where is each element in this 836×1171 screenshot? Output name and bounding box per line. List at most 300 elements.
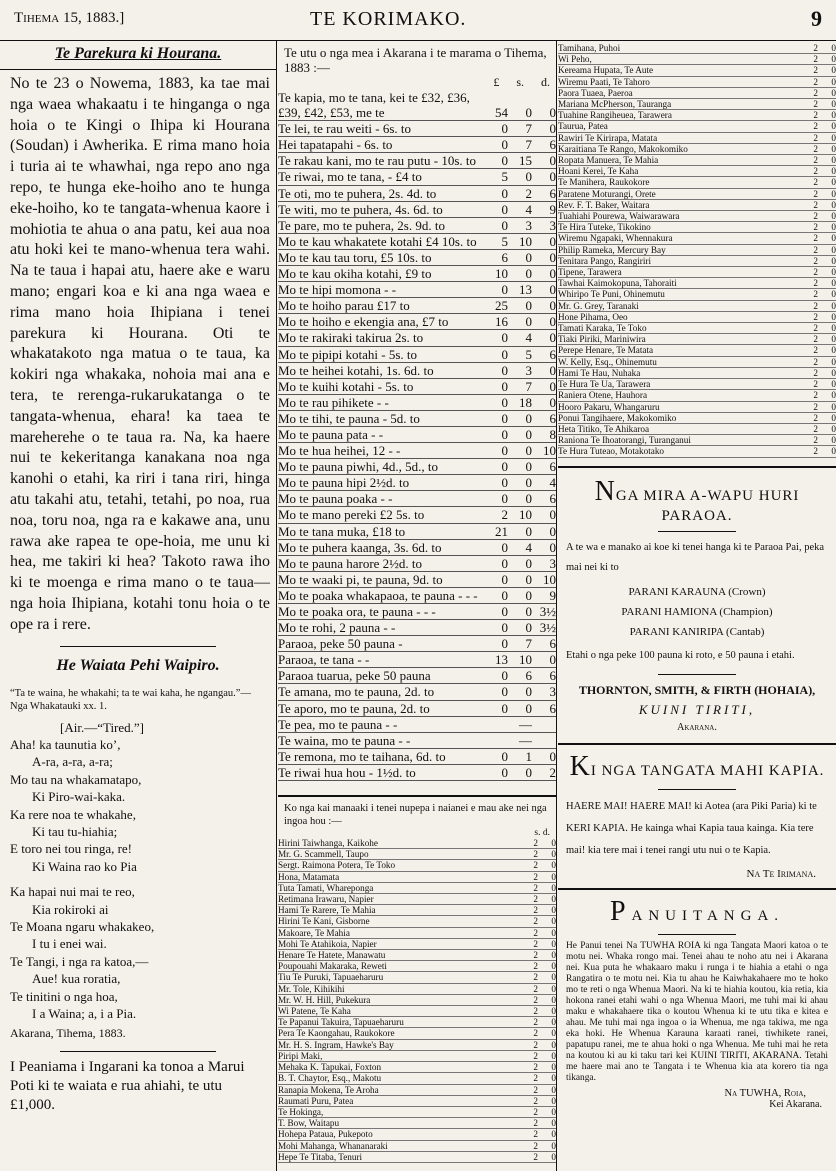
subscriber-name: Wi Peho,	[558, 54, 592, 65]
price-pence: 6	[549, 410, 556, 426]
article-title: Te Parekura ki Hourana.	[54, 45, 222, 62]
gum-advert-text: HAERE MAI! HAERE MAI! ki Aotea (ara Piki Paria) ki te KERI KAPIA. He kainga whai Kapia taua kainga. Kia tere mai! kia tere mai i tenei rangi utu nui o te Kapia.	[566, 800, 817, 856]
subscriber-shillings: 2	[533, 983, 538, 994]
subscriber-row	[558, 379, 836, 390]
price-row	[278, 266, 556, 282]
subscriber-pence: 0	[551, 1028, 556, 1039]
subscriber-row	[278, 1062, 556, 1073]
subscriber-row	[278, 860, 556, 871]
price-pounds: 0	[501, 764, 508, 780]
subscriber-name: Mehaka K. Tapukai, Foxton	[278, 1062, 382, 1073]
price-shillings: 13	[519, 282, 532, 298]
subscriber-name: Makoare, Te Mahia	[278, 927, 350, 938]
subscriber-row	[278, 1095, 556, 1106]
price-item: Mo te hua heihei, 12 - -	[278, 443, 401, 459]
price-shillings: 0	[525, 298, 532, 314]
price-shillings: 0	[525, 523, 532, 539]
price-pounds: 10	[495, 266, 508, 282]
price-pounds: 0	[501, 636, 508, 652]
notice-advert-title-text: ANUITANGA.	[631, 907, 785, 924]
price-pence: 0	[549, 394, 556, 410]
subscriber-pence: 0	[551, 894, 556, 905]
subscriber-shillings: 2	[813, 99, 818, 110]
price-shillings: 0	[525, 443, 532, 459]
poem-line: Te tinitini o nga hoa,	[10, 988, 118, 1004]
price-row	[278, 604, 556, 620]
subscriber-pence: 0	[831, 278, 836, 289]
subscriber-pence: 0	[831, 267, 836, 278]
subscriber-pence: 0	[551, 1017, 556, 1028]
price-shillings: 0	[525, 475, 532, 491]
poem-line: Ki tau tu-hiahia;	[32, 823, 118, 839]
price-row	[278, 169, 556, 185]
subscriber-name: Tuahiahi Pourewa, Waiwarawara	[558, 211, 680, 222]
drop-cap: K	[569, 750, 591, 782]
subscriber-shillings: 2	[533, 1140, 538, 1151]
subscriber-pence: 0	[831, 155, 836, 166]
subscriber-name: W. Kelly, Esq., Ohinemutu	[558, 356, 657, 367]
price-shillings: 0	[525, 587, 532, 603]
price-pence: 0	[549, 748, 556, 764]
price-row	[278, 330, 556, 346]
subscriber-name: Hami Te Rarere, Te Mahia	[278, 905, 376, 916]
subscriber-shillings: 2	[813, 267, 818, 278]
price-pence: 0	[549, 507, 556, 523]
brand-name: PARANI KARAUNA (Crown)	[628, 585, 766, 598]
subscriber-shillings: 2	[813, 121, 818, 132]
subscriber-name: T. Bow, Waitapu	[278, 1118, 340, 1129]
subscriber-shillings: 2	[533, 1050, 538, 1061]
subscriber-pence: 0	[551, 916, 556, 927]
subscriber-row	[558, 311, 836, 322]
price-row	[278, 571, 556, 587]
subscriber-row	[558, 132, 836, 143]
price-pounds: 0	[501, 443, 508, 459]
subscriber-shillings: 2	[533, 961, 538, 972]
subscriber-name: Mr. G. Scammell, Taupo	[278, 849, 369, 860]
subscriber-row	[558, 166, 836, 177]
subscriber-shillings: 2	[533, 849, 538, 860]
price-shillings: 3	[525, 217, 532, 233]
subscriber-shillings: 2	[813, 334, 818, 345]
price-pence: 6	[549, 346, 556, 362]
price-row	[278, 716, 556, 732]
price-item: Mo te kau whakatete kotahi £4 10s. to	[278, 233, 477, 249]
subscriber-row	[278, 1028, 556, 1039]
price-row	[278, 700, 556, 716]
price-pence: 0	[549, 169, 556, 185]
subscriber-shillings: 2	[813, 177, 818, 188]
divider	[558, 466, 836, 468]
subscriber-name: Wiremu Paati, Te Tahoro	[558, 76, 650, 87]
price-item: Mo te heihei kotahi, 1s. 6d. to	[278, 362, 434, 378]
price-row	[278, 491, 556, 507]
subscriber-name: Mohi Mahanga, Whananaraki	[278, 1140, 388, 1151]
subscriber-row	[558, 356, 836, 367]
subscriber-shillings: 2	[533, 871, 538, 882]
subscriber-name: Piripi Maki,	[278, 1050, 323, 1061]
subscriber-shillings: 2	[813, 143, 818, 154]
subscriber-row	[558, 267, 836, 278]
price-pence: 6	[549, 636, 556, 652]
price-row	[278, 346, 556, 362]
subscriber-pence: 0	[551, 849, 556, 860]
price-item: Mo te kau okiha kotahi, £9 to	[278, 266, 432, 282]
price-pounds	[482, 732, 508, 748]
price-shillings: 10	[519, 507, 532, 523]
subscriber-pence: 0	[551, 905, 556, 916]
column-right	[558, 41, 836, 1171]
poem-line: Te Moana ngaru whakakeo,	[10, 918, 155, 934]
page-header	[0, 0, 836, 41]
subscriber-name: Tipene, Tarawera	[558, 267, 622, 278]
price-pence: 6	[549, 668, 556, 684]
subscriber-shillings: 2	[533, 838, 538, 849]
subscriber-pence: 0	[831, 54, 836, 65]
price-row	[278, 378, 556, 394]
issue-date: Tihema 15, 1883.]	[14, 10, 125, 26]
price-pounds: 2	[501, 507, 508, 523]
subscriber-name: Hone Pihama, Oeo	[558, 311, 628, 322]
subscriber-row	[278, 1129, 556, 1140]
subscriber-name: Wiremu Ngapaki, Whennakura	[558, 233, 673, 244]
subscriber-name: Pera Te Kaongahau, Raukokore	[278, 1028, 395, 1039]
pound-head: £	[493, 75, 500, 89]
price-item: Mo te pauna pata - -	[278, 426, 384, 442]
subscriber-pence: 0	[831, 233, 836, 244]
divider	[658, 789, 736, 790]
subscriber-pence: 0	[831, 289, 836, 300]
price-item: Te riwai, mo te tana, - £4 to	[278, 169, 422, 185]
price-row	[278, 443, 556, 459]
subscriber-row	[278, 983, 556, 994]
price-pence: 2	[549, 764, 556, 780]
price-item: Mo te mano pereki £2 5s. to	[278, 507, 425, 523]
subscriber-row	[278, 905, 556, 916]
subscriber-row	[558, 177, 836, 188]
price-intro-text: Te utu o nga mea i Akarana i te marama o Tihema, 1883 :—	[284, 45, 547, 75]
price-pounds: 0	[501, 153, 508, 169]
subscriber-shillings: 2	[813, 43, 818, 53]
price-pounds: 0	[501, 539, 508, 555]
subscriber-pence: 0	[551, 938, 556, 949]
subscriber-row	[558, 446, 836, 457]
subscriber-shillings: 2	[813, 65, 818, 76]
subscriber-row	[558, 43, 836, 54]
price-shillings: 10	[519, 233, 532, 249]
column-middle	[278, 41, 557, 1171]
subscriber-row	[278, 1050, 556, 1061]
price-item: Mo te puhera kaanga, 3s. 6d. to	[278, 539, 442, 555]
poem-line: Aha! ka taunutia ko’,	[10, 736, 121, 752]
poem-line: Mo tau na whakamatapo,	[10, 771, 142, 787]
article-body: No te 23 o Nowema, 1883, ka tae mai nga waea whakaatu i te hinganga o nga hoia o te Kingi o Ihipa ki Hourana (Soudan) i Awherika. E rima mano hoia i turia ai te whawhai, nga repo ano nga repo, te hunga eke-hoiho ano te hunga eke-hoiho, ko te tangata-whenua kaore i mohiotia te ahua o ana patu, kei aua noa atu hoki kei te mano-whenua tera wahi. Na te taua i hapai atu, haere ake e waru mano; engari koa e ki ana nga waea e rima mano hoia Ihipiana i tenei parekura ki Hourana. Oti te whakatakoto nga matua o te taua, ka kokiri nga whakaka, nohoia mai ana e tera, te rerenga-rukarukatanga o te tangata-whenua, ehara! ka taea te mareherehe o te taua ra. Na, ka haere nui te kekeritanga kanakana noa nga kanohi o etahi, ka riri i tana riri, hinga atu takahi atu, tetahi, tetahi, po noa, rua noa, toru noa, nga ra e kakawe ana, unu rawa ake rapea te ope-hoia, me unu ki hea, me takiri ki hea? Takoto rawa iho ki te moenga e rima mano o te taua—nga hoia Ihipiana, kotahi tonu hoia o te ope ra i rere.	[10, 75, 270, 633]
subscriber-row	[558, 155, 836, 166]
price-pence: 6	[549, 491, 556, 507]
subscriber-name: Mr. Tole, Kihikihi	[278, 983, 345, 994]
price-shillings: —	[519, 732, 532, 748]
subscriber-pence: 0	[831, 177, 836, 188]
price-row	[278, 137, 556, 153]
subscriber-shillings: 2	[533, 894, 538, 905]
subscriber-pence: 0	[551, 1140, 556, 1151]
subscriber-pence: 0	[831, 99, 836, 110]
price-shillings: 0	[525, 555, 532, 571]
notice-text: I Peaniama i Ingarani ka tonoa a Marui Poti ki te waiata e rua ahiahi, te utu £1,000.	[10, 1059, 245, 1114]
poem-line: Aue! kua roratia,	[32, 971, 121, 987]
subscriber-name: Taurua, Patea	[558, 121, 608, 132]
subscriber-shillings: 2	[533, 1118, 538, 1129]
subscriber-pence: 0	[551, 860, 556, 871]
price-shillings: 0	[525, 426, 532, 442]
price-shillings: 6	[525, 668, 532, 684]
price-pence: 9	[549, 201, 556, 217]
subscriber-pence: 0	[831, 390, 836, 401]
price-shillings: 4	[525, 539, 532, 555]
price-pounds: 0	[501, 620, 508, 636]
price-pounds: 21	[495, 523, 508, 539]
subscriber-shillings: 2	[813, 132, 818, 143]
subscriber-name: Paora Tuaea, Paeroa	[558, 87, 633, 98]
price-shillings: —	[519, 716, 532, 732]
price-pounds: 0	[501, 137, 508, 153]
price-item: Te lei, te rau weiti - 6s. to	[278, 121, 412, 137]
price-row	[278, 314, 556, 330]
subscriber-shillings: 2	[813, 199, 818, 210]
poem-line: A-ra, a-ra, a-ra;	[32, 754, 113, 770]
subscriber-name: Tawhai Kaimokopuna, Tahoraiti	[558, 278, 677, 289]
subscriber-row	[558, 390, 836, 401]
subscriber-row	[278, 838, 556, 849]
subscriber-shillings: 2	[813, 289, 818, 300]
price-pence: 6	[549, 185, 556, 201]
price-shillings: 0	[525, 410, 532, 426]
subscriber-name: Ranapia Mokena, Te Aroha	[278, 1084, 379, 1095]
subscriber-shillings: 2	[813, 155, 818, 166]
price-shillings: 3	[525, 362, 532, 378]
price-pence: 10	[543, 571, 556, 587]
subs-head: s. d.	[534, 828, 550, 839]
subscriber-pence: 0	[551, 972, 556, 983]
subscriber-name: Henare Te Hatete, Manawatu	[278, 950, 386, 961]
poem-line: Te Tangi, i nga ra katoa,—	[10, 953, 149, 969]
poem-line: Ka hapai nui mai te reo,	[10, 884, 135, 900]
price-row	[278, 636, 556, 652]
price-pounds: 0	[501, 604, 508, 619]
poem-line: Kia rokiroki ai	[32, 901, 109, 917]
subscriber-pence: 0	[831, 356, 836, 367]
price-pounds: 54	[495, 105, 508, 121]
subs-intro: Ko nga kai manaaki i tenei nupepa i naianei e mau ake nei nga ingoa hou :—	[284, 803, 547, 827]
subscriber-row	[558, 54, 836, 65]
price-row	[278, 426, 556, 442]
subscriber-shillings: 2	[533, 905, 538, 916]
price-pounds: 6	[501, 249, 508, 265]
price-item: Mo te pauna poaka - -	[278, 491, 393, 507]
newspaper-title: TE KORIMAKO.	[310, 8, 467, 30]
subscriber-row	[278, 950, 556, 961]
drop-cap: P	[609, 895, 632, 927]
price-shillings: 15	[519, 153, 532, 169]
subscriber-row	[278, 994, 556, 1005]
subscriber-pence: 0	[831, 446, 836, 457]
price-shillings: 1	[525, 748, 532, 764]
subscriber-row	[278, 882, 556, 893]
notice-advert-text: He Panui tenei Na TUWHA ROIA ki nga Tangata Maori katoa o te motu nei. Whaka rongo mai. Tenei ahau te noho atu nei i Akarana nei. Kua puta he whakaaro maku i runga i te hiahia a etahi o nga Rangatira o te motu nei. Kia tu ahau he Kaiwhakahaere mo te hoko mo te reti o nga Whenua Maori. Na ki te hiahia koutou, kia retia, kia hokona ranei etahi wahi o nga Whenua Maori, me tuhi mai ki ahau maku e whakahaere tika o koutou Whenua ki te utu tika e kitea e ahau. Me tuhi mai nga ingoa o ia Whenua, me nga takiwa, me nga eka hoki. He Whenua Karauna karaati ranei, tiwhikete ranei, papatupu ranei, me te ahua hoki o nga Whenua. Me tuhi mai he reta na koutou ki au ki taku tari kei KUINI TIRITI, AKARANA. Tetahi me haere mai ano te Tangata i te Whenua kia ata korero tia nga tikanga.	[566, 940, 828, 1083]
price-row	[278, 475, 556, 491]
price-shillings: 0	[525, 491, 532, 507]
subscriber-name: Ropata Manuera, Te Mahia	[558, 155, 659, 166]
subscriber-row	[278, 894, 556, 905]
price-item: Mo te hoiho e ekengia ana, £7 to	[278, 314, 449, 330]
subscriber-shillings: 2	[813, 233, 818, 244]
divider	[558, 888, 836, 890]
subscriber-shillings: 2	[533, 1084, 538, 1095]
subscriber-pence: 0	[831, 222, 836, 233]
price-item: Te oti, mo te puhera, 2s. 4d. to	[278, 185, 437, 201]
subscriber-pence: 0	[551, 1006, 556, 1017]
subscriber-shillings: 2	[813, 356, 818, 367]
price-pence: 0	[549, 233, 556, 249]
subscriber-pence: 0	[831, 412, 836, 423]
price-table	[278, 90, 556, 781]
price-pounds: 0	[501, 700, 508, 716]
subscriber-shillings: 2	[813, 446, 818, 457]
price-row	[278, 523, 556, 539]
price-item: Te riwai hua hou - 1½d. to	[278, 764, 416, 780]
subscriber-shillings: 2	[813, 311, 818, 322]
subscriber-row	[278, 1006, 556, 1017]
price-shillings: 0	[525, 700, 532, 716]
price-pence: 0	[549, 330, 556, 346]
subscriber-shillings: 2	[813, 390, 818, 401]
subscriber-pence: 0	[831, 166, 836, 177]
subscriber-shillings: 2	[533, 1039, 538, 1050]
subscriber-shillings: 2	[813, 166, 818, 177]
subscriber-row	[558, 76, 836, 87]
notice-advert-signature: Na TUWHA, Roia,	[724, 1087, 806, 1099]
subscriber-shillings: 2	[533, 916, 538, 927]
subscriber-pence: 0	[831, 435, 836, 446]
subscriber-name: Tuta Tamati, Whareponga	[278, 882, 374, 893]
subscriber-pence: 0	[551, 950, 556, 961]
price-item: Mo te rohi, 2 pauna - -	[278, 620, 396, 636]
price-item: Mo te rakiraki takirua 2s. to	[278, 330, 424, 346]
divider	[658, 531, 736, 532]
price-item: Paraoa, te tana - -	[278, 652, 370, 668]
price-pounds: 0	[501, 668, 508, 684]
poem-line: I tu i enei wai.	[32, 936, 107, 952]
subscriber-row	[278, 1106, 556, 1117]
subscriber-shillings: 2	[533, 1073, 538, 1084]
subscriber-name: Retimana Irawaru, Napier	[278, 894, 374, 905]
price-item: Te witi, mo te puhera, 4s. 6d. to	[278, 201, 443, 217]
flour-advert-title-text: GA MIRA A-WAPU HURI PARAOA.	[615, 487, 800, 524]
price-row	[278, 249, 556, 265]
price-shillings: 0	[525, 571, 532, 587]
flour-mill-advert	[558, 476, 836, 733]
price-item: Mo te hoiho parau £17 to	[278, 298, 410, 314]
subscriber-row	[278, 938, 556, 949]
subscriber-pence: 0	[551, 882, 556, 893]
subscriber-pence: 0	[551, 927, 556, 938]
price-shillings: 7	[525, 121, 532, 137]
price-shillings: 0	[525, 105, 532, 121]
brand-name: PARANI HAMIONA (Champion)	[621, 605, 773, 618]
subscriber-row	[278, 1084, 556, 1095]
subscriber-shillings: 2	[813, 211, 818, 222]
price-row	[278, 587, 556, 603]
notice-advert-place: Kei Akarana.	[769, 1098, 822, 1110]
price-item: Te amana, mo te pauna, 2d. to	[278, 684, 435, 700]
subscriber-row	[278, 1039, 556, 1050]
subscribers-table-continued	[558, 43, 836, 458]
subscriber-shillings: 2	[813, 401, 818, 412]
price-shillings: 7	[525, 137, 532, 153]
divider	[658, 674, 736, 675]
subscriber-row	[558, 255, 836, 266]
price-pounds: 13	[495, 652, 508, 668]
subscriber-pence: 0	[831, 401, 836, 412]
price-pence: 4	[549, 475, 556, 491]
subscriber-pence: 0	[551, 838, 556, 849]
price-pounds: 0	[501, 346, 508, 362]
subscriber-shillings: 2	[813, 278, 818, 289]
poem-title: He Waiata Pehi Waipiro.	[56, 656, 220, 674]
subscriber-name: Raumati Puru, Patea	[278, 1095, 354, 1106]
price-shillings: 18	[519, 394, 532, 410]
price-pence: 10	[543, 443, 556, 459]
brand-name: PARANI KANIRIPA (Cantab)	[629, 625, 765, 638]
subscriber-shillings: 2	[813, 87, 818, 98]
poem-line: I a Waina; a, i a Pia.	[32, 1006, 137, 1022]
price-row	[278, 652, 556, 668]
subscriber-row	[278, 871, 556, 882]
subscriber-shillings: 2	[533, 994, 538, 1005]
subscriber-shillings: 2	[813, 435, 818, 446]
subscriber-shillings: 2	[813, 76, 818, 87]
price-row	[278, 298, 556, 314]
subscriber-name: Rawiri Te Kirirapa, Matata	[558, 132, 658, 143]
price-pounds: 0	[501, 684, 508, 700]
shilling-head: s.	[516, 75, 524, 89]
divider	[60, 1051, 216, 1052]
subscriber-pence: 0	[551, 1050, 556, 1061]
price-item: Te aporo, mo te pauna, 2d. to	[278, 700, 430, 716]
price-pounds: 0	[501, 410, 508, 426]
subscriber-shillings: 2	[533, 1151, 538, 1162]
price-row	[278, 732, 556, 748]
subscriber-name: Hami Te Hau, Nuhaka	[558, 367, 641, 378]
subscriber-shillings: 2	[813, 222, 818, 233]
subscriber-pence: 0	[831, 311, 836, 322]
subscriber-row	[558, 110, 836, 121]
drop-cap: N	[594, 475, 616, 507]
price-row	[278, 539, 556, 555]
price-row	[278, 684, 556, 700]
price-shillings: 0	[525, 169, 532, 185]
price-row	[278, 362, 556, 378]
subscriber-row	[278, 1118, 556, 1129]
subscriber-name: Te Hokinga,	[278, 1106, 324, 1117]
subscriber-name: Whiripo Te Puni, Ohinemutu	[558, 289, 665, 300]
subscriber-row	[558, 65, 836, 76]
price-item: Mo te poaka ora, te pauna - - -	[278, 604, 436, 619]
notice-advert	[558, 896, 836, 1110]
subscriber-name: Hooro Pakaru, Whangaruru	[558, 401, 660, 412]
subscriber-pence: 0	[831, 76, 836, 87]
subscriber-row	[558, 435, 836, 446]
